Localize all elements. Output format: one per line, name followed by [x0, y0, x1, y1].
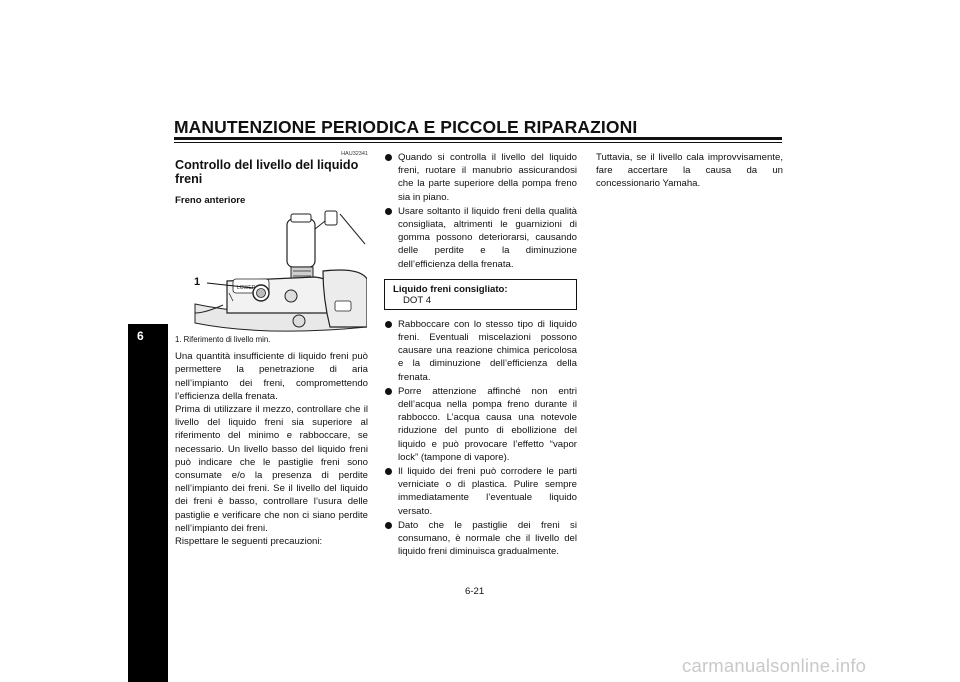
brake-reservoir-illustration	[175, 209, 367, 334]
bullet-list-top	[384, 151, 577, 271]
bullet-icon	[385, 468, 392, 475]
brake-reservoir-figure	[175, 209, 367, 334]
bullet-icon	[385, 522, 392, 529]
lower-label: LOWER	[237, 285, 256, 292]
subsection-title: Freno anteriore	[175, 195, 246, 206]
page-header-title: MANUTENZIONE PERIODICA E PICCOLE RIPARAZIONI	[174, 117, 638, 137]
list-item-text: Rabboccare con lo stesso tipo di liquido freni. Eventuali miscelazioni possono causare una reazione chimica pericolosa e la diminuzione dell’efficienza della frenata.	[398, 318, 577, 383]
list-item-text: Dato che le pastiglie dei freni si consumano, è normale che il livello del liquido freni diminuisca gradualmente.	[398, 519, 577, 558]
list-item	[384, 151, 577, 204]
page-number: 6-21	[465, 586, 485, 597]
spec-value: DOT 4	[403, 294, 432, 306]
chapter-tab-number: 6	[137, 329, 144, 343]
figure-caption: 1. Riferimento di livello min.	[175, 335, 271, 345]
bullet-icon	[385, 321, 392, 328]
bullet-list-bottom	[384, 318, 577, 559]
figure-callout-1: 1	[194, 276, 201, 289]
list-item	[384, 385, 577, 464]
spec-label: Liquido freni consigliato:	[393, 283, 508, 295]
paragraph: Una quantità insufficiente di liquido freni può permettere la penetrazione di aria nell’impianto dei freni, compromettendo l’efficienza della frenata.	[175, 351, 368, 402]
list-item	[384, 205, 577, 271]
bullet-icon	[385, 208, 392, 215]
bullet-icon	[385, 388, 392, 395]
chapter-tab	[128, 324, 168, 682]
section-title: Controllo del livello del liquido freni	[175, 158, 359, 186]
list-item	[384, 519, 577, 559]
left-column	[175, 151, 368, 548]
reference-code: HAU32341	[341, 151, 368, 157]
header-rule	[174, 137, 782, 140]
list-item-text: Quando si controlla il livello del liquido freni, ruotare il manubrio assicurandosi che la parte superiore della pompa freno sia in piano.	[398, 152, 577, 203]
paragraph: Rispettare le seguenti precauzioni:	[175, 536, 323, 548]
right-column	[596, 151, 783, 191]
bullet-icon	[385, 154, 392, 161]
middle-column	[384, 151, 577, 559]
paragraph: Tuttavia, se il livello cala improvvisamente, fare accertare la causa da un concessionario Yamaha.	[596, 152, 783, 190]
list-item	[384, 318, 577, 384]
paragraph: Prima di utilizzare il mezzo, controllare che il livello del liquido freni sia superiore al riferimento del minimo e rabboccare, se necessario. Un livello basso del liquido freni può indicare che le pastiglie freni sono consumate e/o la presenza di perdite nell’impianto dei freni. Se il livello del liquido dei freni è basso, controllare l’usura delle pastiglie e verificare che non ci siano perdite nell’impianto dei freni.	[175, 404, 368, 534]
list-item	[384, 465, 577, 518]
list-item-text: Porre attenzione affinché non entri dell’acqua nella pompa freno durante il rabbocco. L’acqua causa una notevole riduzione del punto di ebollizione del liquido e può provocare l’effetto “vapor lock” (tampone di vapore).	[398, 385, 577, 463]
list-item-text: Il liquido dei freni può corrodere le parti verniciate o di plastica. Pulire sempre immediatamente l’eventuale liquido versato.	[398, 466, 577, 517]
list-item-text: Usare soltanto il liquido freni della qualità consigliata, altrimenti le guarnizioni di gomma possono deteriorarsi, causando delle perdite e la diminuzione dell’efficienza della frenata.	[398, 205, 577, 270]
watermark: carmanualsonline.info	[682, 655, 867, 676]
recommended-fluid-box	[384, 279, 577, 310]
header-rule-thin	[174, 142, 782, 143]
